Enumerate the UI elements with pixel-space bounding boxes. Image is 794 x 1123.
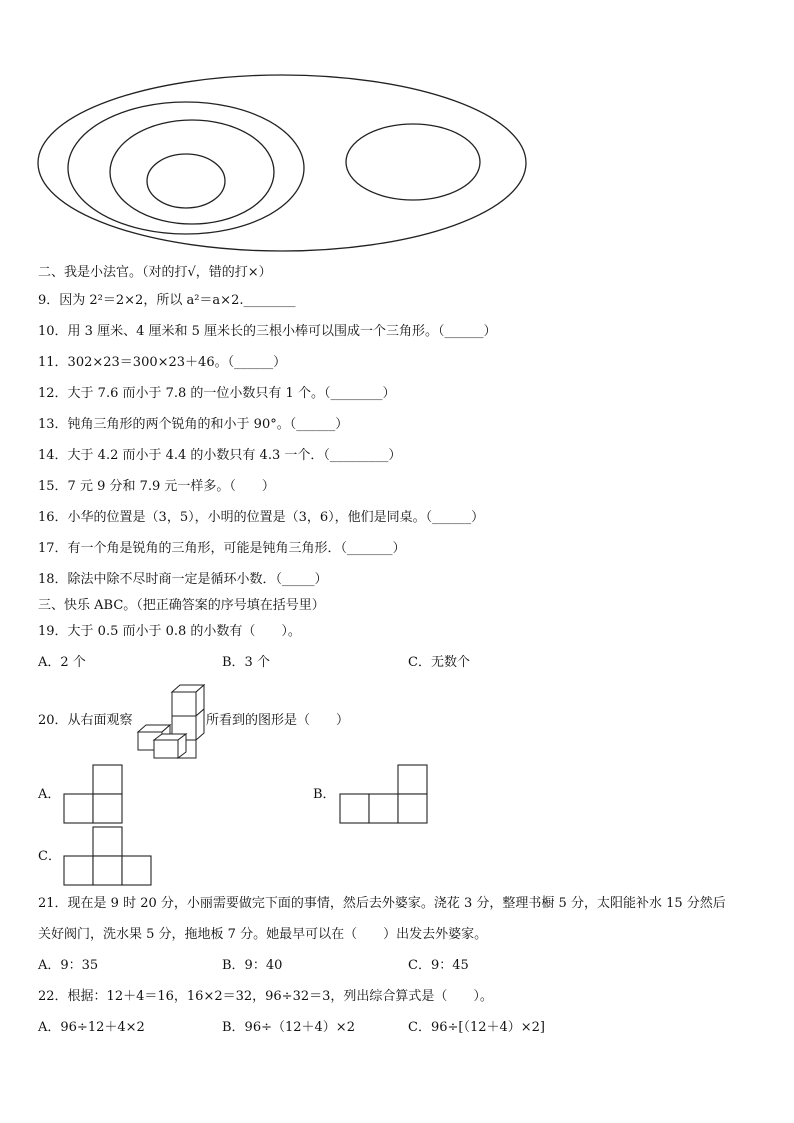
q22-option-a: A．96÷12＋4×2 [38,1020,145,1035]
question-9-text: 因为 2²＝2×2，所以 a²＝a×2.________ [59,293,296,308]
q19-option-b: B．3 个 [222,655,270,670]
question-16-number: 16． [38,510,68,525]
question-9-number: 9． [38,293,60,308]
q19-option-a: A．2 个 [38,655,86,670]
third-ellipse [110,120,274,224]
inner-ellipse [147,154,225,208]
q21-option-c: C．9：45 [408,958,469,973]
question-17-number: 17． [38,541,68,556]
question-15-text: 7 元 9 分和 7.9 元一样多。（ ） [67,479,275,494]
question-14-number: 14． [38,448,68,463]
question-17 [38,540,406,558]
q20-option-b-figure [339,764,431,826]
question-13-number: 13． [38,417,68,432]
q20-label-b: B． [313,787,336,802]
question-13 [38,416,348,434]
question-17-text: 有一个角是锐角的三角形，可能是钝角三角形．（_______） [67,541,406,556]
section2-heading: 二、我是小法官。（对的打√，错的打×） [38,265,272,280]
question-13-text: 钝角三角形的两个锐角的和小于 90°。（______） [67,417,349,432]
question-10 [38,323,497,341]
question-20-stem-right: 所看到的图形是（ ） [206,713,350,728]
question-22-stem: 22．根据：12＋4＝16，16×2＝32，96÷32＝3，列出综合算式是（ ）。 [38,989,493,1004]
question-21-stem-line1: 21．现在是 9 时 20 分，小丽需要做完下面的事情，然后去外婆家。浇花 3 分，整理书橱 5 分，太阳能补水 15 分然后 [38,896,726,911]
question-11-text: 302×23＝300×23＋46。（______） [67,355,287,370]
q20-label-c: C． [38,849,61,864]
question-9 [38,292,295,310]
question-16 [38,509,484,527]
question-14 [38,447,401,465]
second-ellipse [68,102,304,234]
q22-option-b: B．96÷（12＋4）×2 [222,1020,355,1035]
question-12-text: 大于 7.6 而小于 7.8 的一位小数只有 1 个。（________） [67,386,396,401]
question-10-text: 用 3 厘米、4 厘米和 5 厘米长的三根小棒可以围成一个三角形。（______） [67,324,497,339]
question-11 [38,354,286,372]
right-ellipse [346,124,480,200]
q19-option-c: C．无数个 [408,655,470,670]
nested-ellipses-diagram [0,0,794,260]
q20-label-a: A． [38,787,61,802]
question-21-stem-line2: 关好阀门，洗水果 5 分，拖地板 7 分。她最早可以在（ ）出发去外婆家。 [38,927,488,942]
question-18 [38,571,328,589]
question-18-text: 除法中除不尽时商一定是循环小数．（_____） [67,572,328,587]
question-11-number: 11． [38,355,68,370]
question-15-number: 15． [38,479,68,494]
question-18-number: 18． [38,572,68,587]
question-12-number: 12． [38,386,68,401]
question-16-text: 小华的位置是（3，5），小明的位置是（3，6），他们是同桌。（______） [67,510,485,525]
cube-stack-figure [136,684,208,760]
question-19-stem: 19．大于 0.5 而小于 0.8 的小数有（ ）。 [38,624,301,639]
question-14-text: 大于 4.2 而小于 4.4 的小数只有 4.3 一个．（_________） [67,448,402,463]
question-10-number: 10． [38,324,68,339]
q20-option-a-figure [63,764,125,826]
q21-option-a: A．9：35 [38,958,99,973]
question-12 [38,385,395,403]
q20-option-c-figure [63,826,155,888]
question-15 [38,478,275,496]
section3-heading: 三、快乐 ABC。（把正确答案的序号填在括号里） [38,598,325,613]
q22-option-c: C．96÷[（12＋4）×2] [408,1020,546,1035]
question-20-stem-left: 20．从右面观察 [38,713,133,728]
q21-option-b: B．9：40 [222,958,283,973]
